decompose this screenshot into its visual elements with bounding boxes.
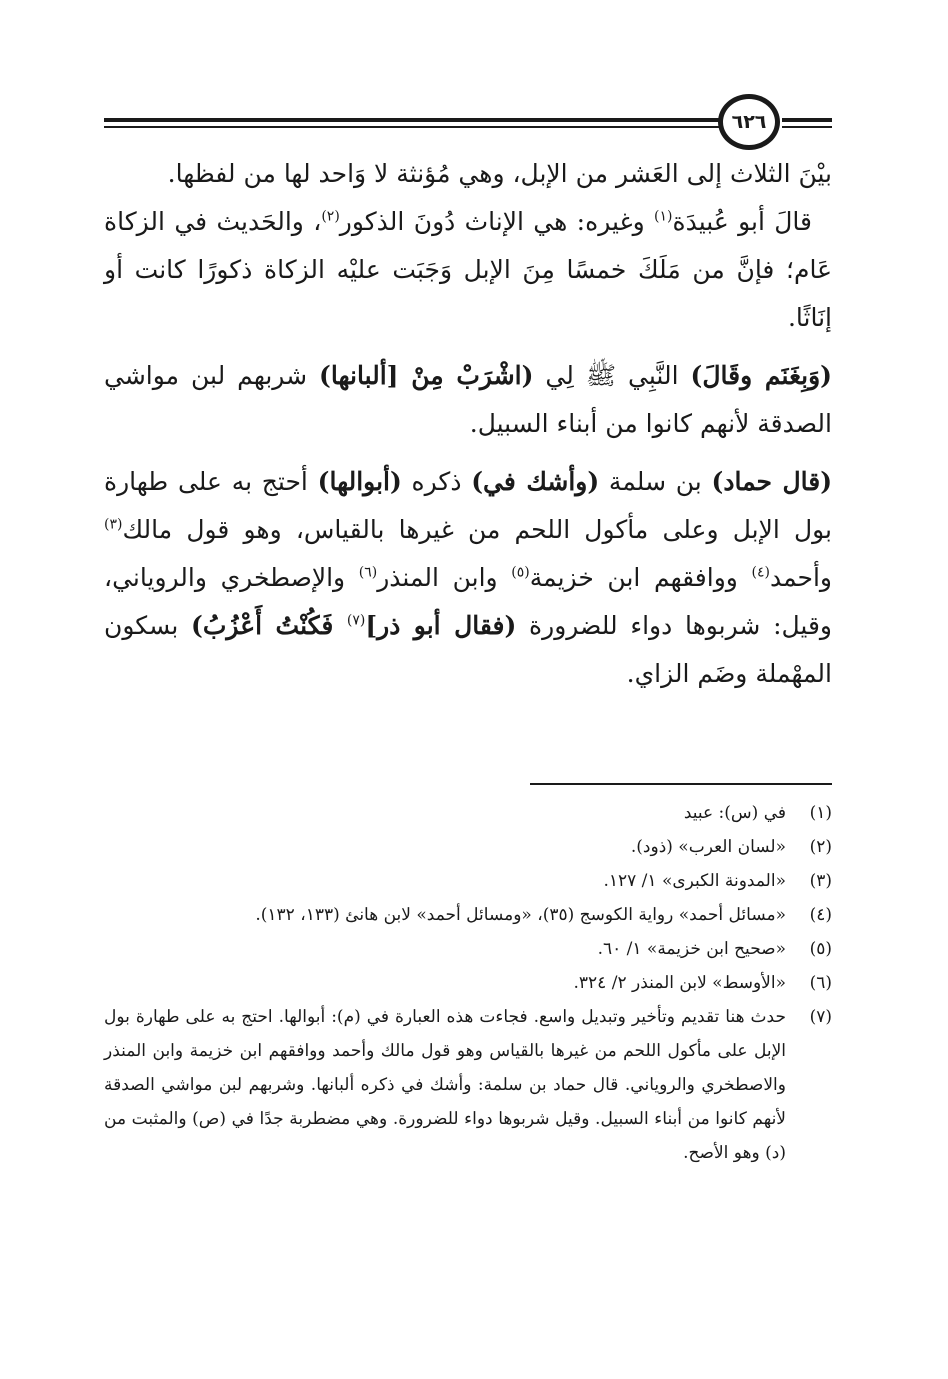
- footnote-text: «الأوسط» لابن المنذر ٢/ ٣٢٤.: [573, 973, 786, 993]
- footnote-ref[interactable]: (٥): [511, 564, 530, 581]
- paragraph-4: [104, 458, 832, 698]
- footnote-ref[interactable]: (١): [654, 208, 673, 225]
- text-run: ووافقهم ابن خزيمة: [529, 563, 752, 592]
- footnote-number: (٥): [809, 939, 832, 959]
- footnotes: [104, 796, 832, 1170]
- text-run: وغيره: هي الإناث دُونَ الذكور: [339, 207, 655, 236]
- footnote-ref[interactable]: (٦): [358, 564, 378, 581]
- text-run: أحتج به على طهارة بول الإبل وعلى مأكول اللحم من غيرها بالقياس، وهو قول مالك: [104, 467, 832, 544]
- text-run: شربهم لبن مواشي الصدقة لأنهم كانوا من أبناء السبيل.: [104, 361, 832, 438]
- paragraph-1: [104, 150, 832, 198]
- footnote-text: «لسان العرب» (ذود).: [630, 837, 786, 857]
- hadith-text: فَكُنْتُ أَعْزُبُ): [191, 611, 347, 640]
- footnote-item: [104, 864, 832, 898]
- text-run: قالَ أبو عُبيدَة: [672, 207, 813, 236]
- footnote-item: [104, 898, 832, 932]
- footnote-number: (٢): [809, 837, 832, 857]
- header-rule-right: [782, 118, 832, 122]
- text-run: بسكون المهْملة وضَم الزاي.: [104, 611, 832, 688]
- footnote-number: (٤): [809, 905, 832, 925]
- text-run: وأحمد: [769, 563, 833, 592]
- footnote-ref[interactable]: (٧): [346, 612, 366, 629]
- footnote-item: [104, 830, 832, 864]
- hadith-text: (اشْرَبْ مِنْ [ألبانها): [319, 361, 534, 390]
- main-text: [104, 150, 832, 698]
- footnote-text: في (س): عبيد: [683, 803, 786, 823]
- paragraph-3: [104, 352, 832, 448]
- header-rule-right-thin: [782, 126, 832, 128]
- footnote-text: «مسائل أحمد» رواية الكوسج (٣٥)، «ومسائل أحمد» لابن هانئ (١٣٣، ١٣٢).: [255, 905, 786, 925]
- footnote-text: حدث هنا تقديم وتأخير وتبديل واسع. فجاءت هذه العبارة في (م): أبوالها. احتج به على طهارة بول الإبل على مأكول اللحم من غيرها بالقياس وهو قول مالك وأحمد ووافقهم ابن خزيمة وابن المنذر والاصطخري والروياني. قال حماد بن سلمة: وأشك في ذكره ألبانها. وشربهم لبن مواشي الصدقة لأنهم كانوا من أبناء السبيل. وقيل شربوها دواء للضرورة. وهي مضطربة جدًا في (ص) والمثبت من (د) وهو الأصح.: [104, 1007, 786, 1163]
- footnote-separator: [530, 783, 832, 785]
- footnote-ref[interactable]: (٣): [104, 516, 123, 533]
- footnote-text: «المدونة الكبرى» ١/ ١٢٧.: [603, 871, 786, 891]
- header-rule: [104, 118, 720, 122]
- text-run: بيْنَ الثلاث إلى العَشر من الإبل، وهي مُؤنثة لا وَاحد لها من لفظها.: [167, 159, 832, 188]
- footnote-ref[interactable]: (٤): [751, 564, 770, 581]
- footnote-text: «صحيح ابن خزيمة» ١/ ٦٠.: [597, 939, 786, 959]
- footnote-number: (٣): [809, 871, 832, 891]
- hadith-text: (قال حماد): [711, 467, 833, 496]
- paragraph-2: [104, 198, 832, 342]
- footnote-item: [104, 1000, 832, 1170]
- text-run: وابن المنذر: [377, 563, 512, 592]
- text-run: النَّبِي ﷺ لِي: [533, 361, 691, 390]
- hadith-text: (وَبِغَنَم وقَالَ): [690, 361, 832, 390]
- hadith-text: (وأشك في): [471, 467, 600, 496]
- footnote-item: [104, 966, 832, 1000]
- hadith-text: (أبوالها): [317, 467, 402, 496]
- hadith-text: (فقال أبو ذر]: [365, 611, 517, 640]
- page-number: ٦٢٦: [718, 94, 780, 150]
- text-run: والإصطخري والروياني، وقيل: شربوها دواء للضرورة: [104, 563, 832, 640]
- footnote-number: (٦): [809, 973, 832, 993]
- footnote-item: [104, 932, 832, 966]
- footnote-ref[interactable]: (٢): [321, 208, 340, 225]
- text-run: ، والحَديث في الزكاة عَام؛ فإنَّ من مَلَكَ خمسًا مِنَ الإبل وَجَبَت عليْه الزكاة ذكورًا كانت أو إنَاثًا.: [104, 207, 832, 332]
- text-run: بن سلمة: [599, 467, 712, 496]
- footnote-number: (٧): [809, 1007, 832, 1027]
- header-rule-thin: [104, 126, 720, 128]
- text-run: ذكره: [401, 467, 472, 496]
- footnote-item: [104, 796, 832, 830]
- footnote-number: (١): [809, 803, 832, 823]
